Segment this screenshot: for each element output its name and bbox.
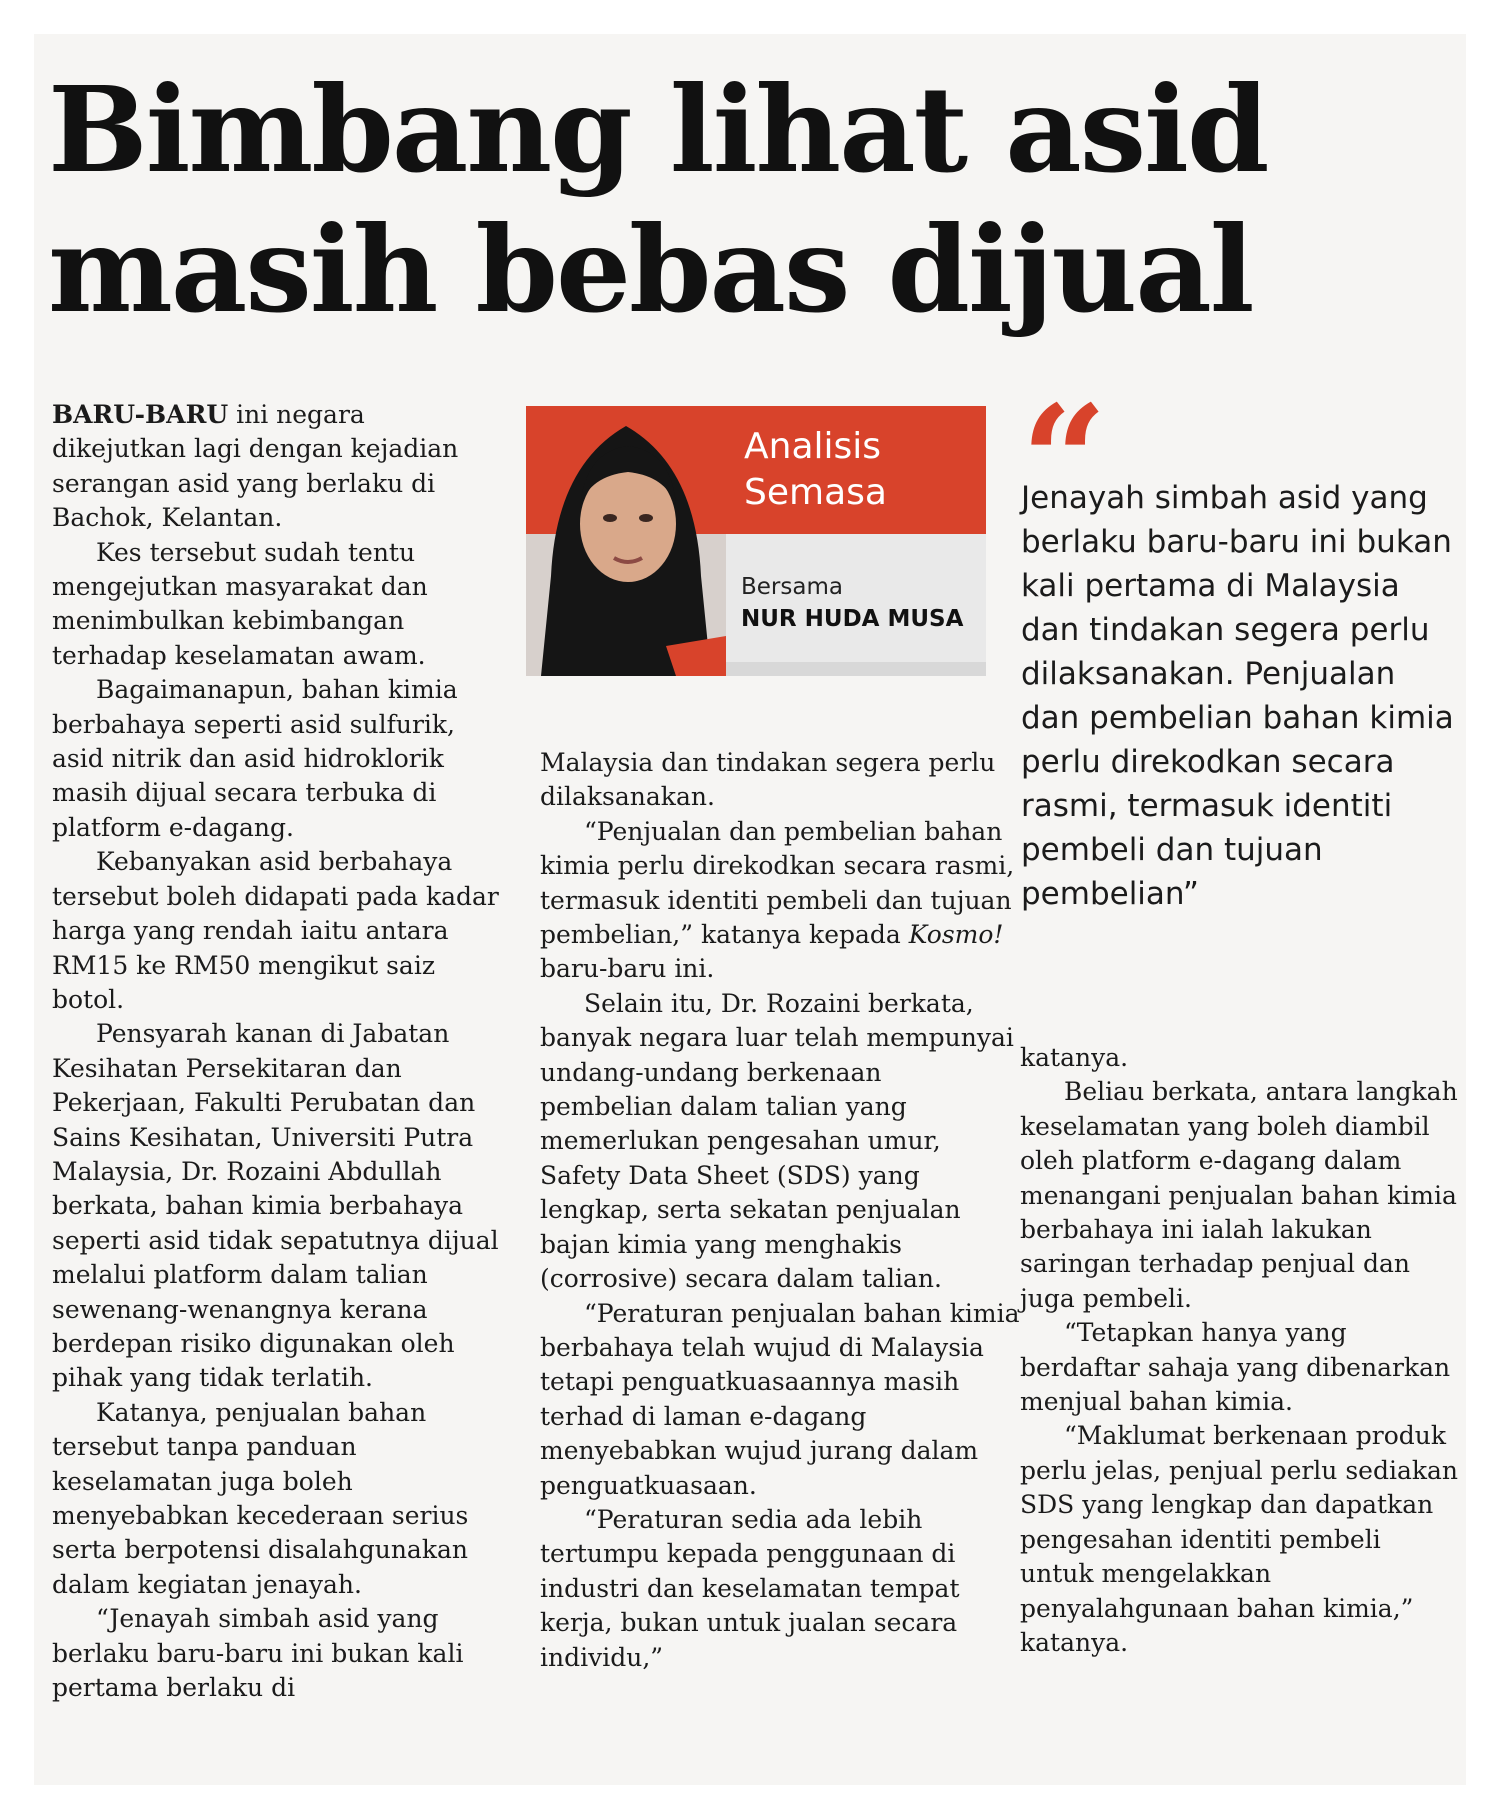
paragraph: “Jenayah simbah asid yang berlaku baru-baru ini bukan kali pertama berlaku di [52, 1604, 464, 1703]
paragraph-text: “Penjualan dan pembelian bahan kimia perlu direkodkan secara rasmi, termasuk identiti pembeli dan tujuan pembelian,” katanya kepada [540, 816, 1015, 950]
paragraph-text: ini negara dikejutkan lagi dengan kejadian serangan asid yang berlaku di Bachok, Kelantan. [52, 400, 459, 533]
paragraph [52, 398, 502, 536]
paragraph: “Maklumat berkenaan produk perlu jelas, penjual perlu sediakan SDS yang lengkap dan dapatkan pengesahan identiti pembeli untuk mengelakkan penyalahgunaan bahan kimia,” katanya. [1020, 1421, 1459, 1657]
paragraph: Katanya, penjualan bahan tersebut tanpa panduan keselamatan juga boleh menyebabkan kecederaan serius serta berpotensi disalahgunakan dalam kegiatan jenayah. [52, 1397, 469, 1599]
box-footer [726, 662, 986, 676]
with-label: Bersama [741, 574, 843, 600]
author-photo [526, 406, 726, 676]
article-column-3 [1020, 1041, 1460, 1660]
paragraph: Pensyarah kanan di Jabatan Kesihatan Persekitaran dan Pekerjaan, Fakulti Perubatan dan Sains Kesihatan, Universiti Putra Malaysia, Dr. Rozaini Abdullah berkata, bahan kimia berbahaya seperti asid tidak sepatutnya dijual melalui platform dalam talian sewenang-wenangnya kerana berdepan risiko digunakan oleh pihak yang tidak terlatih. [52, 1019, 499, 1393]
section-title: Analisis Semasa [744, 426, 887, 513]
paragraph [540, 815, 1020, 987]
pull-quote: Jenayah simbah asid yang berlaku baru-baru ini bukan kali pertama di Malaysia dan tindakan segera perlu dilaksanakan. Penjualan dan pembelian bahan kimia perlu direkodkan secara rasmi, termasuk identiti pembeli dan tujuan pembelian” [1021, 480, 1454, 912]
headline: Bimbang lihat asid masih bebas dijual [48, 60, 1268, 339]
author-name: NUR HUDA MUSA [741, 606, 964, 632]
paragraph: Selain itu, Dr. Rozaini berkata, banyak negara luar telah mempunyai undang-undang berkenaan pembelian dalam talian yang memerlukan pengesahan umur, Safety Data Sheet (SDS) yang lengkap, serta sekatan penjualan bajan kimia yang menghakis (corrosive) secara dalam talian. [540, 988, 1014, 1294]
article-column-1 [52, 398, 502, 1705]
article-column-2 [540, 746, 1020, 1675]
paragraph: Kebanyakan asid berbahaya tersebut boleh didapati pada kadar harga yang rendah iaitu antara RM15 ke RM50 mengikut saiz botol. [52, 847, 499, 1014]
paragraph-text: baru-baru ini. [540, 954, 715, 984]
publication-name: Kosmo! [908, 920, 1004, 950]
paragraph: Bagaimanapun, bahan kimia berbahaya seperti asid sulfurik, asid nitrik dan asid hidroklorik masih dijual secara terbuka di platform e-dagang. [52, 675, 458, 842]
paragraph: Malaysia dan tindakan segera perlu dilaksanakan. [540, 748, 996, 812]
paragraph: Beliau berkata, antara langkah keselamatan yang boleh diambil oleh platform e-dagang dalam menangani penjualan bahan kimia berbahaya ini ialah lakukan saringan terhadap penjual dan juga pembeli. [1020, 1077, 1458, 1313]
dateline: BARU-BARU [52, 400, 229, 429]
paragraph: “Tetapkan hanya yang berdaftar sahaja yang dibenarkan menjual bahan kimia. [1020, 1318, 1451, 1417]
paragraph: katanya. [1020, 1043, 1129, 1072]
paragraph: Kes tersebut sudah tentu mengejutkan masyarakat dan menimbulkan kebimbangan terhadap keselamatan awam. [52, 537, 428, 670]
paragraph: “Peraturan sedia ada lebih tertumpu kepada penggunaan di industri dan keselamatan tempat kerja, bukan untuk jualan secara individu,” [540, 1504, 960, 1672]
quote-mark-icon: “ [1021, 373, 1108, 549]
columnist-box [526, 406, 986, 676]
paragraph: “Peraturan penjualan bahan kimia berbahaya telah wujud di Malaysia tetapi penguatkuasaannya masih terhad di laman e-dagang menyebabkan wujud jurang dalam penguatkuasaan. [540, 1298, 1020, 1500]
newspaper-clipping [34, 34, 1466, 1785]
